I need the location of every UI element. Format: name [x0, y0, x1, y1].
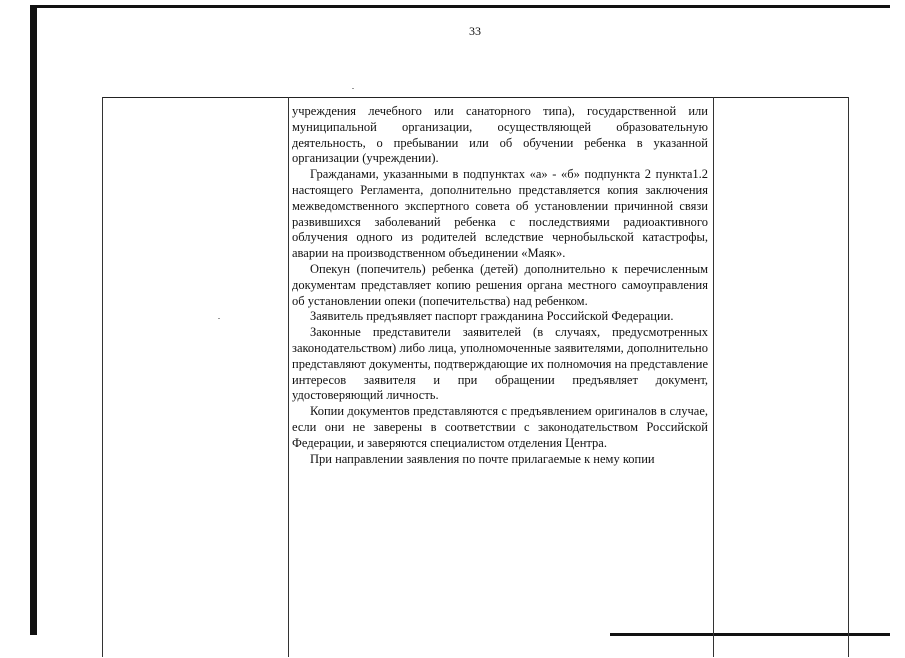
paragraph: Законные представители заявителей (в случаях, предусмотренных законодательством) либо лица, уполномоченные заявителями, дополнительно представляют документы, подтверждающие их полномочия на представление интересов заявителя и при обращении предъявляет документ, удостоверяющий личность.	[292, 325, 708, 403]
paragraph: При направлении заявления по почте прилагаемые к нему копии	[310, 451, 655, 466]
paragraph: Копии документов представляются с предъявлением оригиналов в случае, если они не заверены в соответствии с законодательством Российской Федерации, и заверяются специалистом отделения Центра.	[292, 404, 708, 450]
paragraph: Опекун (попечитель) ребенка (детей) дополнительно к перечисленным документам представляет копию решения органа местного самоуправления об установлении опеки (попечительства) над ребенком.	[292, 261, 708, 308]
table-column-divider-1	[288, 97, 289, 657]
table-column-divider-2	[713, 97, 714, 657]
table-border-right	[848, 97, 849, 657]
paragraph: учреждения лечебного или санаторного типа), государственной или муниципальной организации, осуществляющей образовательную деятельность, о пребывании или об обучении ребенка в указанной организации (учреждении).	[292, 104, 708, 166]
scan-speck	[218, 318, 220, 319]
paragraph: Заявитель предъявляет паспорт гражданина Российской Федерации.	[310, 309, 674, 324]
paragraph: Гражданами, указанными в подпунктах «а» - «б» подпункта 2 пункта1.2 настоящего Регламента, дополнительно представляется копия заключения межведомственного экспертного совета об установлении причинной связи развившихся заболеваний ребенка с последствиями радиоактивного облучения одного из родителей вследствие чернобыльской катастрофы, аварии на производственном объединении «Маяк».	[292, 167, 708, 261]
table-border-left	[102, 97, 103, 657]
scan-border-top	[30, 5, 890, 8]
scan-speck	[352, 88, 354, 89]
table-cell-text	[292, 104, 708, 467]
scan-border-left	[30, 5, 37, 635]
page-number: 33	[469, 24, 481, 38]
